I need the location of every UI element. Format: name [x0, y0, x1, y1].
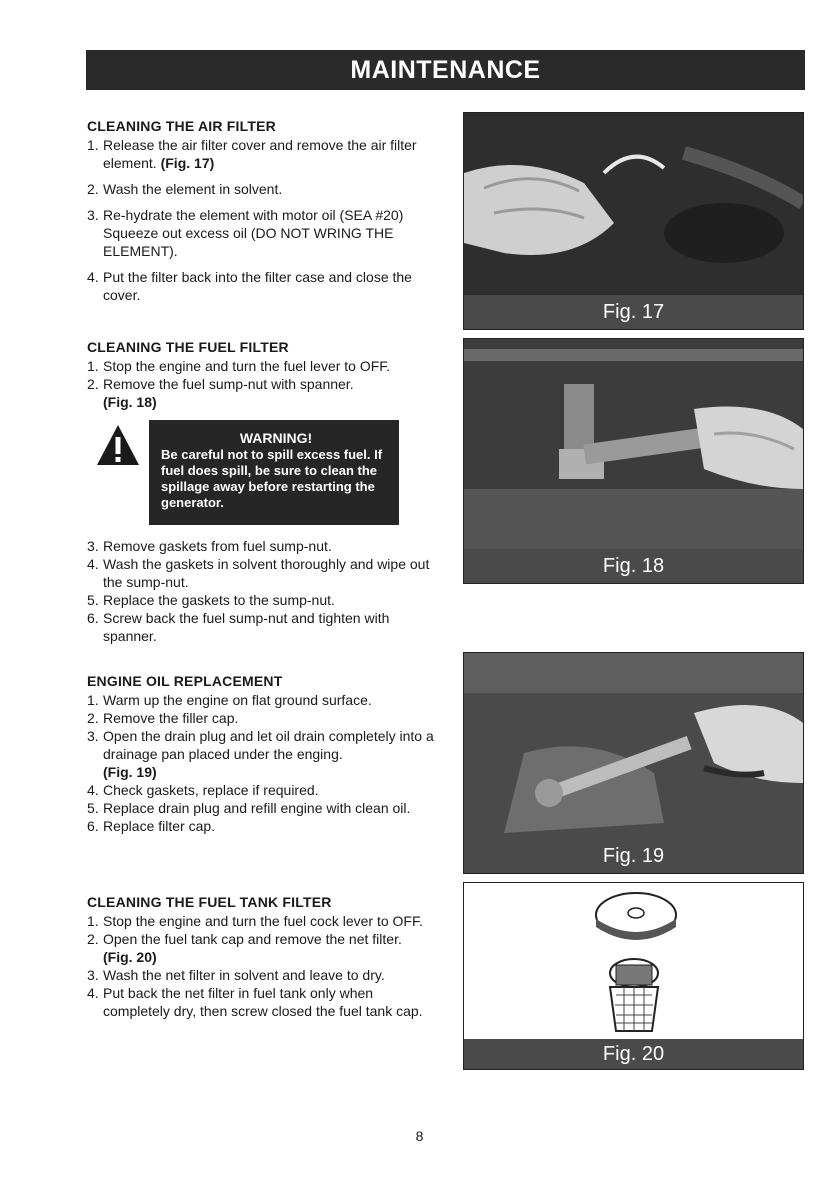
figure-caption: Fig. 17: [464, 295, 803, 329]
list-item: 4. Put the filter back into the filter case and close the cover.: [87, 269, 412, 303]
list-item: 3. Wash the net filter in solvent and leave to dry.: [87, 967, 385, 983]
section-air-filter: [87, 117, 442, 304]
section-title: ENGINE OIL REPLACEMENT: [87, 673, 283, 689]
figure-18: [463, 338, 804, 584]
list-item: 5. Replace drain plug and refill engine with clean oil.: [87, 800, 411, 816]
section-title: CLEANING THE FUEL TANK FILTER: [87, 894, 332, 910]
warning-title: WARNING!: [239, 430, 313, 446]
warning-text: Be careful not to spill excess fuel. If fuel does spill, be sure to clean the spillage away before restarting the generator.: [161, 447, 383, 510]
section-title: CLEANING THE FUEL FILTER: [87, 339, 289, 355]
figure-20: [463, 882, 804, 1070]
list-item: 3. Remove gaskets from fuel sump-nut.: [87, 538, 332, 554]
section-banner: [86, 50, 805, 90]
warning-icon: [96, 424, 140, 466]
figure-17: [463, 112, 804, 330]
list-item: 6. Replace filter cap.: [87, 818, 216, 834]
list-item: 3. Open the drain plug and let oil drain completely into a drainage pan placed under the enging. (Fig. 19): [87, 728, 434, 780]
list-item: 1. Stop the engine and turn the fuel cock lever to OFF.: [87, 913, 423, 929]
list-item: 2. Open the fuel tank cap and remove the net filter. (Fig. 20): [87, 931, 402, 965]
section-fuel-filter: [87, 338, 442, 411]
figure-caption: Fig. 20: [464, 1039, 803, 1069]
figure-caption: Fig. 19: [464, 839, 803, 873]
page-title: MAINTENANCE: [350, 55, 541, 84]
list-item: 1. Release the air filter cover and remove the air filter element. (Fig. 17): [87, 137, 417, 171]
section-fuel-filter-cont: [87, 537, 442, 645]
section-oil-replacement: [87, 672, 442, 835]
list-item: 2. Wash the element in solvent.: [87, 181, 283, 197]
list-item: 3. Re-hydrate the element with motor oil (SEA #20) Squeeze out excess oil (DO NOT WRING THE ELEMENT).: [87, 207, 404, 259]
list-item: 4. Wash the gaskets in solvent thoroughly and wipe out the sump-nut.: [87, 556, 430, 590]
figure-19: [463, 652, 804, 874]
page-number: 8: [415, 1128, 424, 1144]
list-item: 6. Screw back the fuel sump-nut and tighten with spanner.: [87, 610, 390, 644]
section-tank-filter: [87, 893, 442, 1020]
section-title: CLEANING THE AIR FILTER: [87, 118, 276, 134]
warning-box: [149, 420, 399, 525]
figure-caption: Fig. 18: [464, 549, 803, 583]
list-item: 4. Check gaskets, replace if required.: [87, 782, 319, 798]
list-item: 2. Remove the filler cap.: [87, 710, 239, 726]
list-item: 1. Stop the engine and turn the fuel lever to OFF.: [87, 358, 391, 374]
list-item: 2. Remove the fuel sump-nut with spanner. (Fig. 18): [87, 376, 354, 410]
fuel-sump-nut-photo: [464, 339, 803, 583]
list-item: 4. Put back the net filter in fuel tank only when completely dry, then screw closed the fuel tank cap.: [87, 985, 423, 1019]
list-item: 1. Warm up the engine on flat ground surface.: [87, 692, 372, 708]
list-item: 5. Replace the gaskets to the sump-nut.: [87, 592, 335, 608]
